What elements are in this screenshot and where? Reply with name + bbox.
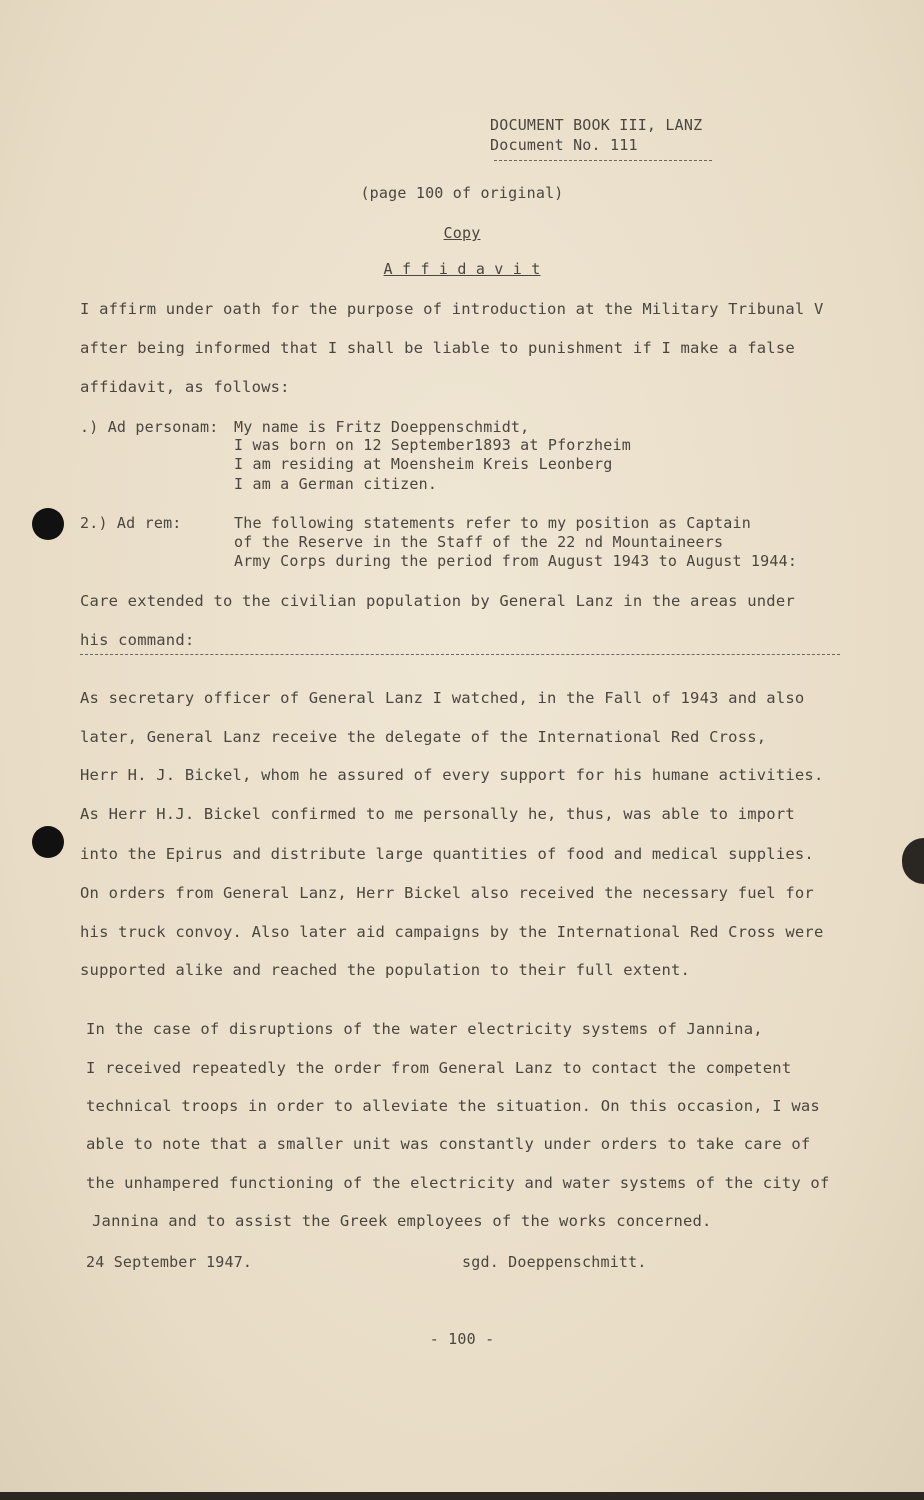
item1-line-3: I am residing at Moensheim Kreis Leonberg [234,455,613,473]
para1-line-7: his truck convoy. Also later aid campaigns by the International Red Cross were [80,923,824,941]
para2-line-5: the unhampered functioning of the electricity and water systems of the city of [86,1174,830,1192]
page-number: - 100 - [429,1330,495,1348]
item1-line-4: I am a German citizen. [234,475,438,493]
para2-line-3: technical troops in order to alleviate the situation. On this occasion, I was [86,1097,820,1115]
para2-line-6: Jannina and to assist the Greek employees of the works concerned. [92,1212,712,1230]
para2-line-1: In the case of disruptions of the water electricity systems of Jannina, [86,1020,763,1038]
signature: sgd. Doeppenschmitt. [462,1253,647,1271]
para1-line-3: Herr H. J. Bickel, whom he assured of every support for his humane activities. [80,766,824,784]
copy-label: Copy [443,224,481,242]
page-reference: (page 100 of original) [360,184,564,202]
affidavit-title: A f f i d a v i t [383,260,541,278]
item1-label: .) Ad personam: [80,418,219,436]
item2-line-1: The following statements refer to my position as Captain [234,514,751,532]
para1-line-1: As secretary officer of General Lanz I watched, in the Fall of 1943 and also [80,689,805,707]
item1-line-2: I was born on 12 September1893 at Pforzheim [234,436,631,454]
page-bottom-edge [0,1492,924,1500]
punch-hole-bottom [32,826,64,858]
para1-line-2: later, General Lanz receive the delegate of the International Red Cross, [80,728,767,746]
item2-line-3: Army Corps during the period from August 1943 to August 1944: [234,552,798,570]
intro-line-3: affidavit, as follows: [80,378,290,396]
intro-line-2: after being informed that I shall be liable to punishment if I make a false [80,339,795,357]
item2-label: 2.) Ad rem: [80,514,182,532]
para1-line-4: As Herr H.J. Bickel confirmed to me personally he, thus, was able to import [80,805,795,823]
header-rule [494,160,712,161]
item1-line-1: My name is Fritz Doeppenschmidt, [234,418,530,436]
para1-line-8: supported alike and reached the population to their full extent. [80,961,691,979]
para1-line-5: into the Epirus and distribute large quantities of food and medical supplies. [80,845,814,863]
para2-line-2: I received repeatedly the order from General Lanz to contact the competent [86,1059,792,1077]
page-edge-mark [902,838,924,884]
document-number: Document No. 111 [490,136,638,154]
para1-line-6: On orders from General Lanz, Herr Bickel also received the necessary fuel for [80,884,814,902]
punch-hole-top [32,508,64,540]
subject-line-2: his command: [80,631,195,649]
subject-line-1: Care extended to the civilian population by General Lanz in the areas under [80,592,795,610]
intro-line-1: I affirm under oath for the purpose of introduction at the Military Tribunal V [80,300,824,318]
para2-line-4: able to note that a smaller unit was constantly under orders to take care of [86,1135,811,1153]
section-rule [80,654,840,655]
signature-date: 24 September 1947. [86,1253,253,1271]
item2-line-2: of the Reserve in the Staff of the 22 nd Mountaineers [234,533,724,551]
document-book-header: DOCUMENT BOOK III, LANZ [490,116,703,134]
